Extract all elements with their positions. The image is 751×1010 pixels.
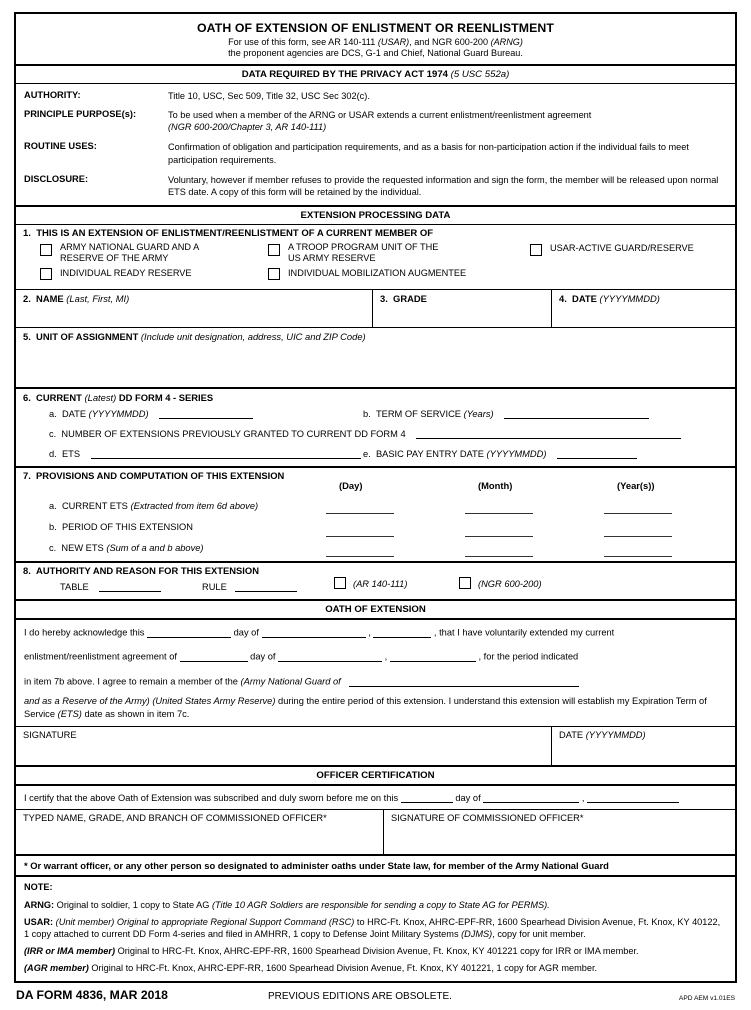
item-6-label-hint: (Latest) — [84, 391, 117, 403]
item-8-table-input[interactable] — [99, 582, 161, 592]
privacy-row-authority — [16, 89, 735, 103]
privacy-purpose-citation: (NGR 600-200/Chapter 3, AR 140-111) — [168, 122, 327, 133]
item-6a-hint: (YYYYMMDD) — [88, 408, 149, 419]
item-6d-label: ETS — [61, 448, 81, 459]
form-subtitle-2: the proponent agencies are DCS, G-1 and Chief, National Guard Bureau. — [228, 48, 523, 58]
item-6d-input[interactable] — [91, 449, 361, 459]
oath-l2-text1: enlistment/reenlistment agreement of — [24, 651, 177, 662]
member-date-label — [559, 730, 646, 740]
item-6-label-b: DD FORM 4 - SERIES — [116, 391, 214, 403]
item-7c-label — [49, 543, 204, 553]
item-7c-label-text: NEW ETS — [61, 542, 107, 553]
member-signature-input[interactable] — [23, 743, 545, 763]
item-6a-key: a. — [49, 408, 57, 419]
notes-usar — [24, 916, 727, 940]
notes-heading: NOTE: — [24, 882, 53, 893]
notes-usar-italic2: (DJMS) — [461, 928, 493, 939]
privacy-act-table — [16, 84, 735, 207]
item-7b-month-input[interactable] — [465, 536, 533, 537]
item-7c-row — [16, 543, 735, 565]
oath-l2-month-input[interactable] — [278, 652, 382, 662]
privacy-value-routine-uses: Confirmation of obligation and participation requirements, and as a basis for non-participation action if the individual fails to meet participation requirements. — [168, 142, 689, 165]
member-signature-label: SIGNATURE — [23, 730, 77, 741]
oath-l2-text4: , for the period indicated — [478, 651, 579, 662]
item-7c-month-input[interactable] — [465, 556, 533, 557]
item-7c-key: c. — [49, 542, 57, 553]
footer-form-id: DA FORM 4836, MAR 2018 — [16, 988, 168, 1003]
officer-name-signature-divider — [383, 810, 384, 854]
item-6e-hint: (YYYYMMDD) — [486, 448, 547, 459]
notes-usar-text: to HRC-Ft. Knox, AHRC-EPF-RR, 1600 Spearhead Division Avenue, Ft. Knox, KY 40122, 1 copy attached to current DD Form 4-series and filed in AMHRR, 1 copy to Defense Joint Military Systems — [24, 916, 721, 939]
item-7-heading-text: PROVISIONS AND COMPUTATION OF THIS EXTENSION — [36, 469, 285, 481]
oath-l1-month-input[interactable] — [262, 628, 366, 638]
item-4-label — [552, 290, 735, 304]
officer-cert-month-input[interactable] — [483, 793, 579, 803]
officer-cert-comma: , — [581, 793, 585, 804]
item-5-input[interactable] — [23, 345, 730, 385]
notes-agr — [24, 962, 727, 974]
privacy-band-text: DATA REQUIRED BY THE PRIVACY ACT 1974 — [241, 69, 451, 80]
checkbox-individual-ready-reserve[interactable] — [40, 268, 52, 280]
checkbox-individual-mobilization-augmentee[interactable] — [268, 268, 280, 280]
item-7-col-year: (Year(s)) — [617, 479, 655, 491]
item-6e-input[interactable] — [557, 449, 637, 459]
label-ar-140-111: (AR 140-111) — [353, 578, 408, 589]
officer-certification-band: OFFICER CERTIFICATION — [16, 767, 735, 786]
item-4-cell — [551, 290, 735, 327]
member-date-hint: (YYYYMMDD) — [585, 730, 646, 741]
notes-arng — [24, 899, 727, 911]
oath-l1-day-input[interactable] — [147, 628, 231, 638]
item-3-input[interactable] — [380, 306, 547, 325]
item-7-col-month: (Month) — [478, 479, 513, 491]
privacy-label-disclosure: DISCLOSURE: — [24, 173, 89, 184]
item-2-label-text: NAME — [36, 292, 67, 304]
label-individual-mobilization-augmentee: INDIVIDUAL MOBILIZATION AUGMENTEE — [288, 267, 467, 278]
subtitle-1-text-a: For use of this form, see AR 140-111 — [228, 37, 378, 47]
officer-typed-name-input[interactable] — [23, 827, 360, 852]
label-ngr-600-200: (NGR 600-200) — [478, 578, 542, 589]
oath-body — [16, 620, 735, 727]
oath-l4-text: during the entire period of this extension. I understand this extension will establish my — [275, 695, 630, 706]
item-3-label — [373, 290, 551, 304]
item-2-hint: (Last, First, MI) — [66, 292, 130, 304]
notes-irr-ima — [24, 945, 727, 957]
label-angr-line2: RESERVE OF THE ARMY — [60, 252, 169, 263]
item-4-label-text: DATE — [572, 292, 600, 304]
oath-l4-hint: and as a Reserve of the Army) (United States Army Reserve) — [24, 695, 276, 706]
notes-irr-tag: (IRR or IMA member) — [24, 945, 116, 956]
item-6b-hint: (Years) — [463, 408, 494, 419]
footer-previous-editions: PREVIOUS EDITIONS ARE OBSOLETE. — [268, 991, 452, 1003]
notes-arng-text: Original to soldier, 1 copy to State AG — [54, 899, 212, 910]
notes-agr-tag: (AGR member) — [24, 963, 89, 974]
item-3-number: 3. — [380, 292, 388, 304]
item-5-hint: (Include unit designation, address, UIC and ZIP Code) — [140, 330, 366, 342]
item-6c-input[interactable] — [416, 429, 681, 439]
item-6e-line — [363, 449, 637, 459]
officer-cert-year-input[interactable] — [587, 793, 679, 803]
item-1-heading — [16, 225, 735, 241]
item-6b-input[interactable] — [504, 409, 649, 419]
subtitle-1-arng: (ARNG) — [490, 37, 523, 47]
item-7a-year-input[interactable] — [604, 513, 672, 514]
item-7a-row — [16, 501, 735, 523]
officer-signature-input[interactable] — [391, 827, 731, 852]
oath-l3-hint: (Army National Guard of — [240, 676, 341, 687]
item-6c-label: NUMBER OF EXTENSIONS PREVIOUSLY GRANTED TO CURRENT DD FORM 4 — [61, 428, 406, 439]
item-7b-row — [16, 522, 735, 544]
item-2-input[interactable] — [23, 306, 365, 325]
signature-date-divider — [551, 727, 552, 765]
item-7c-year-input[interactable] — [604, 556, 672, 557]
member-date-input[interactable] — [559, 743, 731, 763]
oath-l3-unit-input[interactable] — [349, 677, 579, 687]
privacy-row-principle-purpose — [16, 108, 735, 134]
page-title: OATH OF EXTENSION OF ENLISTMENT OR REENLISTMENT — [197, 21, 554, 35]
notes-usar-italic1: (Unit member) Original to appropriate Regional Support Command (RSC) — [53, 916, 355, 927]
item-6b-label: TERM OF SERVICE — [375, 408, 464, 419]
item-7c-day-input[interactable] — [326, 556, 394, 557]
checkbox-ar-140-111[interactable] — [334, 577, 346, 589]
checkbox-troop-program-unit[interactable] — [268, 244, 280, 256]
officer-certification-line — [16, 786, 735, 810]
item-2-number: 2. — [23, 292, 31, 304]
item-6c-line — [49, 429, 727, 439]
label-usar-active-guard-reserve: USAR-ACTIVE GUARD/RESERVE — [550, 242, 694, 253]
item-2-3-4-row — [16, 290, 735, 328]
privacy-purpose-text: To be used when a member of the ARNG or USAR extends a current enlistment/reenlistment agreement — [168, 110, 592, 121]
notes-arng-italic: (Title 10 AGR Soldiers are responsible for sending a copy to State AG for PERMS). — [211, 899, 550, 910]
subtitle-1-usar: (USAR) — [377, 37, 410, 47]
item-6a-input[interactable] — [159, 409, 253, 419]
member-date-label-text: DATE — [559, 730, 586, 741]
label-troop-program-unit — [288, 242, 488, 264]
officer-cert-text1: I certify that the above Oath of Extension was subscribed and duly sworn before me on this — [24, 793, 399, 804]
item-3-label-text: GRADE — [393, 292, 427, 304]
notes-agr-text: Original to HRC-Ft. Knox, AHRC-EPF-RR, 1600 Spearhead Division Avenue, Ft. Knox, KY 401221, 1 copy for AGR member. — [88, 963, 598, 974]
item-6-number: 6. — [23, 391, 31, 403]
privacy-label-principle-purpose: PRINCIPLE PURPOSE(s): — [24, 109, 137, 120]
item-6d-key: d. — [49, 448, 57, 459]
label-tpu-line2: US ARMY RESERVE — [288, 252, 376, 263]
oath-l1-text4: , that I have voluntarily extended my current — [433, 627, 615, 638]
member-signature-row — [16, 727, 735, 767]
officer-name-signature-row — [16, 810, 735, 856]
label-angr-line1: ARMY NATIONAL GUARD AND A — [60, 241, 200, 252]
officer-cert-text2: day of — [455, 793, 481, 804]
item-6e-label: BASIC PAY ENTRY DATE — [375, 448, 487, 459]
item-7c-hint: (Sum of a and b above) — [106, 542, 204, 553]
item-5-label — [16, 328, 735, 342]
footer-apd-version: APD AEM v1.01ES — [678, 995, 735, 1003]
item-1-number: 1. — [23, 227, 31, 239]
item-6-label-a: CURRENT — [36, 391, 85, 403]
officer-typed-name-label: TYPED NAME, GRADE, AND BRANCH OF COMMISSIONED OFFICER* — [23, 813, 327, 824]
extension-processing-data-band: EXTENSION PROCESSING DATA — [16, 207, 735, 225]
privacy-label-routine-uses: ROUTINE USES: — [24, 141, 97, 152]
item-6c-key: c. — [49, 428, 57, 439]
item-4-number: 4. — [559, 292, 567, 304]
checkbox-army-national-guard[interactable] — [40, 244, 52, 256]
oath-l5-text1: Expiration Term of Service — [24, 695, 707, 720]
oath-line-2 — [24, 652, 727, 662]
subtitle-1-text-c: , and NGR 600-200 — [409, 37, 491, 47]
oath-l2-year-input[interactable] — [390, 652, 476, 662]
label-army-national-guard — [60, 242, 230, 264]
notes-usar-tag: USAR: — [24, 916, 54, 927]
item-7a-day-input[interactable] — [326, 513, 394, 514]
oath-of-extension-band: OATH OF EXTENSION — [16, 601, 735, 620]
oath-l1-year-input[interactable] — [373, 628, 431, 638]
notes-section — [16, 877, 735, 981]
label-individual-ready-reserve: INDIVIDUAL READY RESERVE — [60, 267, 192, 278]
item-6-section — [16, 389, 735, 468]
oath-l2-day-input[interactable] — [180, 652, 248, 662]
item-1-heading-text: THIS IS AN EXTENSION OF ENLISTMENT/REENLISTMENT OF A CURRENT MEMBER OF — [36, 227, 434, 239]
item-7b-label — [49, 522, 193, 532]
item-7a-key: a. — [49, 500, 57, 511]
oath-l2-text2: day of — [250, 651, 276, 662]
notes-irr-text: Original to HRC-Ft. Knox, AHRC-EPF-RR, 1600 Spearhead Division Avenue, Ft. Knox, KY 401221 copy for IRR or IMA member. — [115, 945, 639, 956]
privacy-act-band — [16, 66, 735, 84]
officer-signature-label: SIGNATURE OF COMMISSIONED OFFICER* — [391, 813, 584, 824]
checkbox-ngr-600-200[interactable] — [459, 577, 471, 589]
item-7b-day-input[interactable] — [326, 536, 394, 537]
item-8-heading — [16, 563, 735, 576]
item-7b-year-input[interactable] — [604, 536, 672, 537]
notes-arng-tag: ARNG: — [24, 899, 55, 910]
privacy-value-authority: Title 10, USC, Sec 509, Title 32, USC Sec 302(c). — [168, 91, 370, 101]
form-subtitle-1 — [16, 35, 735, 47]
item-6a-line — [49, 409, 253, 419]
oath-line-1 — [24, 628, 727, 638]
privacy-value-disclosure: Voluntary, however if member refuses to provide the requested information and sign the form, the member will be released upon normal ETS date. A copy of this form will be retained by the individual. — [168, 174, 719, 197]
item-1-section — [16, 225, 735, 290]
officer-cert-day-input[interactable] — [401, 793, 453, 803]
oath-l3-text1: in item 7b above. I agree to remain a member of the — [24, 676, 241, 687]
label-tpu-line1: A TROOP PROGRAM UNIT OF THE — [288, 241, 439, 252]
oath-line-4-5 — [24, 695, 727, 724]
notes-usar-text2: , copy for unit member. — [492, 928, 586, 939]
item-4-input[interactable] — [559, 306, 731, 325]
item-8-rule-label: RULE — [202, 581, 227, 592]
oath-l1-comma: , — [368, 627, 371, 638]
item-8-section — [16, 563, 735, 601]
item-5-label-text: UNIT OF ASSIGNMENT — [36, 330, 141, 342]
checkbox-usar-active-guard-reserve[interactable] — [530, 244, 542, 256]
privacy-value-principle-purpose — [168, 109, 735, 133]
item-6d-line — [49, 449, 361, 459]
item-7a-hint: (Extracted from item 6d above) — [130, 500, 259, 511]
oath-l5-hint: (ETS) — [57, 709, 82, 720]
item-6b-line — [363, 409, 649, 419]
item-8-number: 8. — [23, 564, 31, 576]
item-3-cell — [372, 290, 551, 327]
item-7a-label-text: CURRENT ETS — [61, 500, 131, 511]
item-8-table-label: TABLE — [60, 581, 89, 592]
item-6b-key: b. — [363, 408, 371, 419]
privacy-row-routine-uses — [16, 140, 735, 166]
oath-line-3 — [24, 677, 727, 687]
item-7b-key: b. — [49, 521, 57, 532]
item-4-hint: (YYYYMMDD) — [599, 292, 660, 304]
form-footer — [14, 986, 737, 1010]
item-7a-label — [49, 501, 258, 511]
item-6e-key: e. — [363, 448, 371, 459]
item-6-heading — [16, 389, 735, 403]
item-7b-label-text: PERIOD OF THIS EXTENSION — [61, 521, 193, 532]
form-title-block — [16, 14, 735, 66]
privacy-row-disclosure — [16, 173, 735, 199]
item-6a-label: DATE — [61, 408, 89, 419]
privacy-band-citation: (5 USC 552a) — [450, 69, 510, 80]
item-7-col-day: (Day) — [339, 479, 363, 491]
item-8-rule-input[interactable] — [235, 582, 297, 592]
item-7-number: 7. — [23, 469, 31, 481]
oath-l2-comma: , — [384, 651, 388, 662]
warrant-officer-note: * Or warrant officer, or any other person so designated to administer oaths under State law, for member of the Army National Guard — [16, 856, 735, 877]
form-frame — [14, 12, 737, 983]
oath-l5-text2: date as shown in item 7c. — [81, 709, 190, 720]
oath-l1-text2: day of — [233, 627, 259, 638]
item-8-heading-text: AUTHORITY AND REASON FOR THIS EXTENSION — [36, 564, 259, 576]
privacy-label-authority: AUTHORITY: — [24, 90, 81, 100]
item-5-number: 5. — [23, 330, 31, 342]
item-7-section — [16, 468, 735, 563]
item-7a-month-input[interactable] — [465, 513, 533, 514]
item-1-checkbox-grid — [16, 241, 735, 289]
oath-l1-text1: I do hereby acknowledge this — [24, 627, 145, 638]
item-5-section — [16, 328, 735, 389]
